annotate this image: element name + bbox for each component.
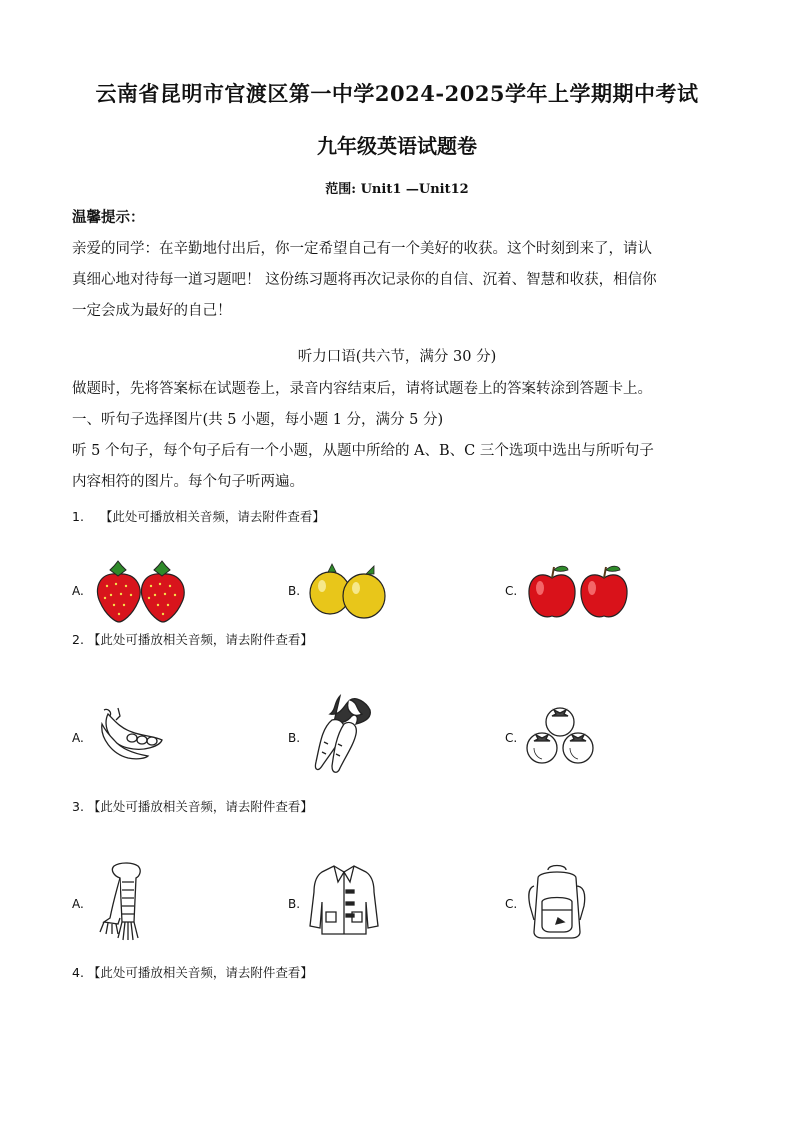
question-4 <box>72 963 313 981</box>
tips-heading: 温馨提示： <box>72 209 145 226</box>
question-number: 3. <box>72 799 84 814</box>
radishes-icon <box>310 692 376 776</box>
section-title: 听力口语(共六节，满分 30 分) <box>297 349 497 365</box>
question-1 <box>72 507 325 525</box>
tips-line-1: 亲爱的同学：在辛勤地付出后，你一定希望自己有一个美好的收获。这个时刻到来了，请认 <box>72 241 652 257</box>
question-number: 4. <box>72 965 84 980</box>
option-label[interactable]: C. <box>505 584 518 598</box>
strawberries-icon <box>92 560 188 624</box>
tips-line-3: 一定会成为最好的自己！ <box>72 303 232 319</box>
strawberry <box>97 561 140 622</box>
option-label[interactable]: B. <box>288 897 301 911</box>
coat-icon <box>308 862 380 938</box>
strawberry <box>141 561 184 622</box>
option-label[interactable]: A. <box>72 897 84 911</box>
option-label[interactable]: A. <box>72 584 84 598</box>
tomatoes-icon <box>526 704 596 766</box>
exam-title: 云南省昆明市官渡区第一中学2024-2025学年上学期期中考试 <box>95 81 699 106</box>
lemons-icon <box>306 560 390 622</box>
part1-title: 一、听句子选择图片(共 5 小题，每小题 1 分，满分 5 分) <box>72 412 444 428</box>
apples-icon <box>526 564 630 620</box>
audio-note[interactable]: 【此处可播放相关音频，请去附件查看】 <box>99 509 325 524</box>
exam-scope: 范围: Unit1 —Unit12 <box>325 182 469 197</box>
section-instruction: 做题时，先将答案标在试题卷上，录音内容结束后，请将试题卷上的答案转涂到答题卡上。 <box>72 381 652 397</box>
audio-note[interactable]: 【此处可播放相关音频，请去附件查看】 <box>87 799 313 814</box>
question-3 <box>72 797 313 815</box>
option-label[interactable]: B. <box>288 584 301 598</box>
part1-desc-line-2: 内容相符的图片。每个句子听两遍。 <box>72 474 304 490</box>
audio-note[interactable]: 【此处可播放相关音频，请去附件查看】 <box>87 965 313 980</box>
question-number: 2. <box>72 632 84 647</box>
scarf-icon <box>98 862 156 942</box>
question-2 <box>72 630 313 648</box>
peas-icon <box>98 706 166 764</box>
backpack-icon <box>524 862 590 940</box>
part1-desc-line-1: 听 5 个句子，每个句子后有一个小题，从题中所给的 A、B、C 三个选项中选出与所听句子 <box>72 443 654 459</box>
option-label[interactable]: B. <box>288 731 301 745</box>
option-label[interactable]: C. <box>505 731 518 745</box>
tips-line-2: 真细心地对待每一道习题吧！ 这份练习题将再次记录你的自信、沉着、智慧和收获，相信你 <box>72 272 657 288</box>
question-number: 1. <box>72 509 84 524</box>
option-label[interactable]: C. <box>505 897 518 911</box>
audio-note[interactable]: 【此处可播放相关音频，请去附件查看】 <box>87 632 313 647</box>
option-label[interactable]: A. <box>72 731 84 745</box>
exam-subtitle: 九年级英语试题卷 <box>317 134 477 158</box>
